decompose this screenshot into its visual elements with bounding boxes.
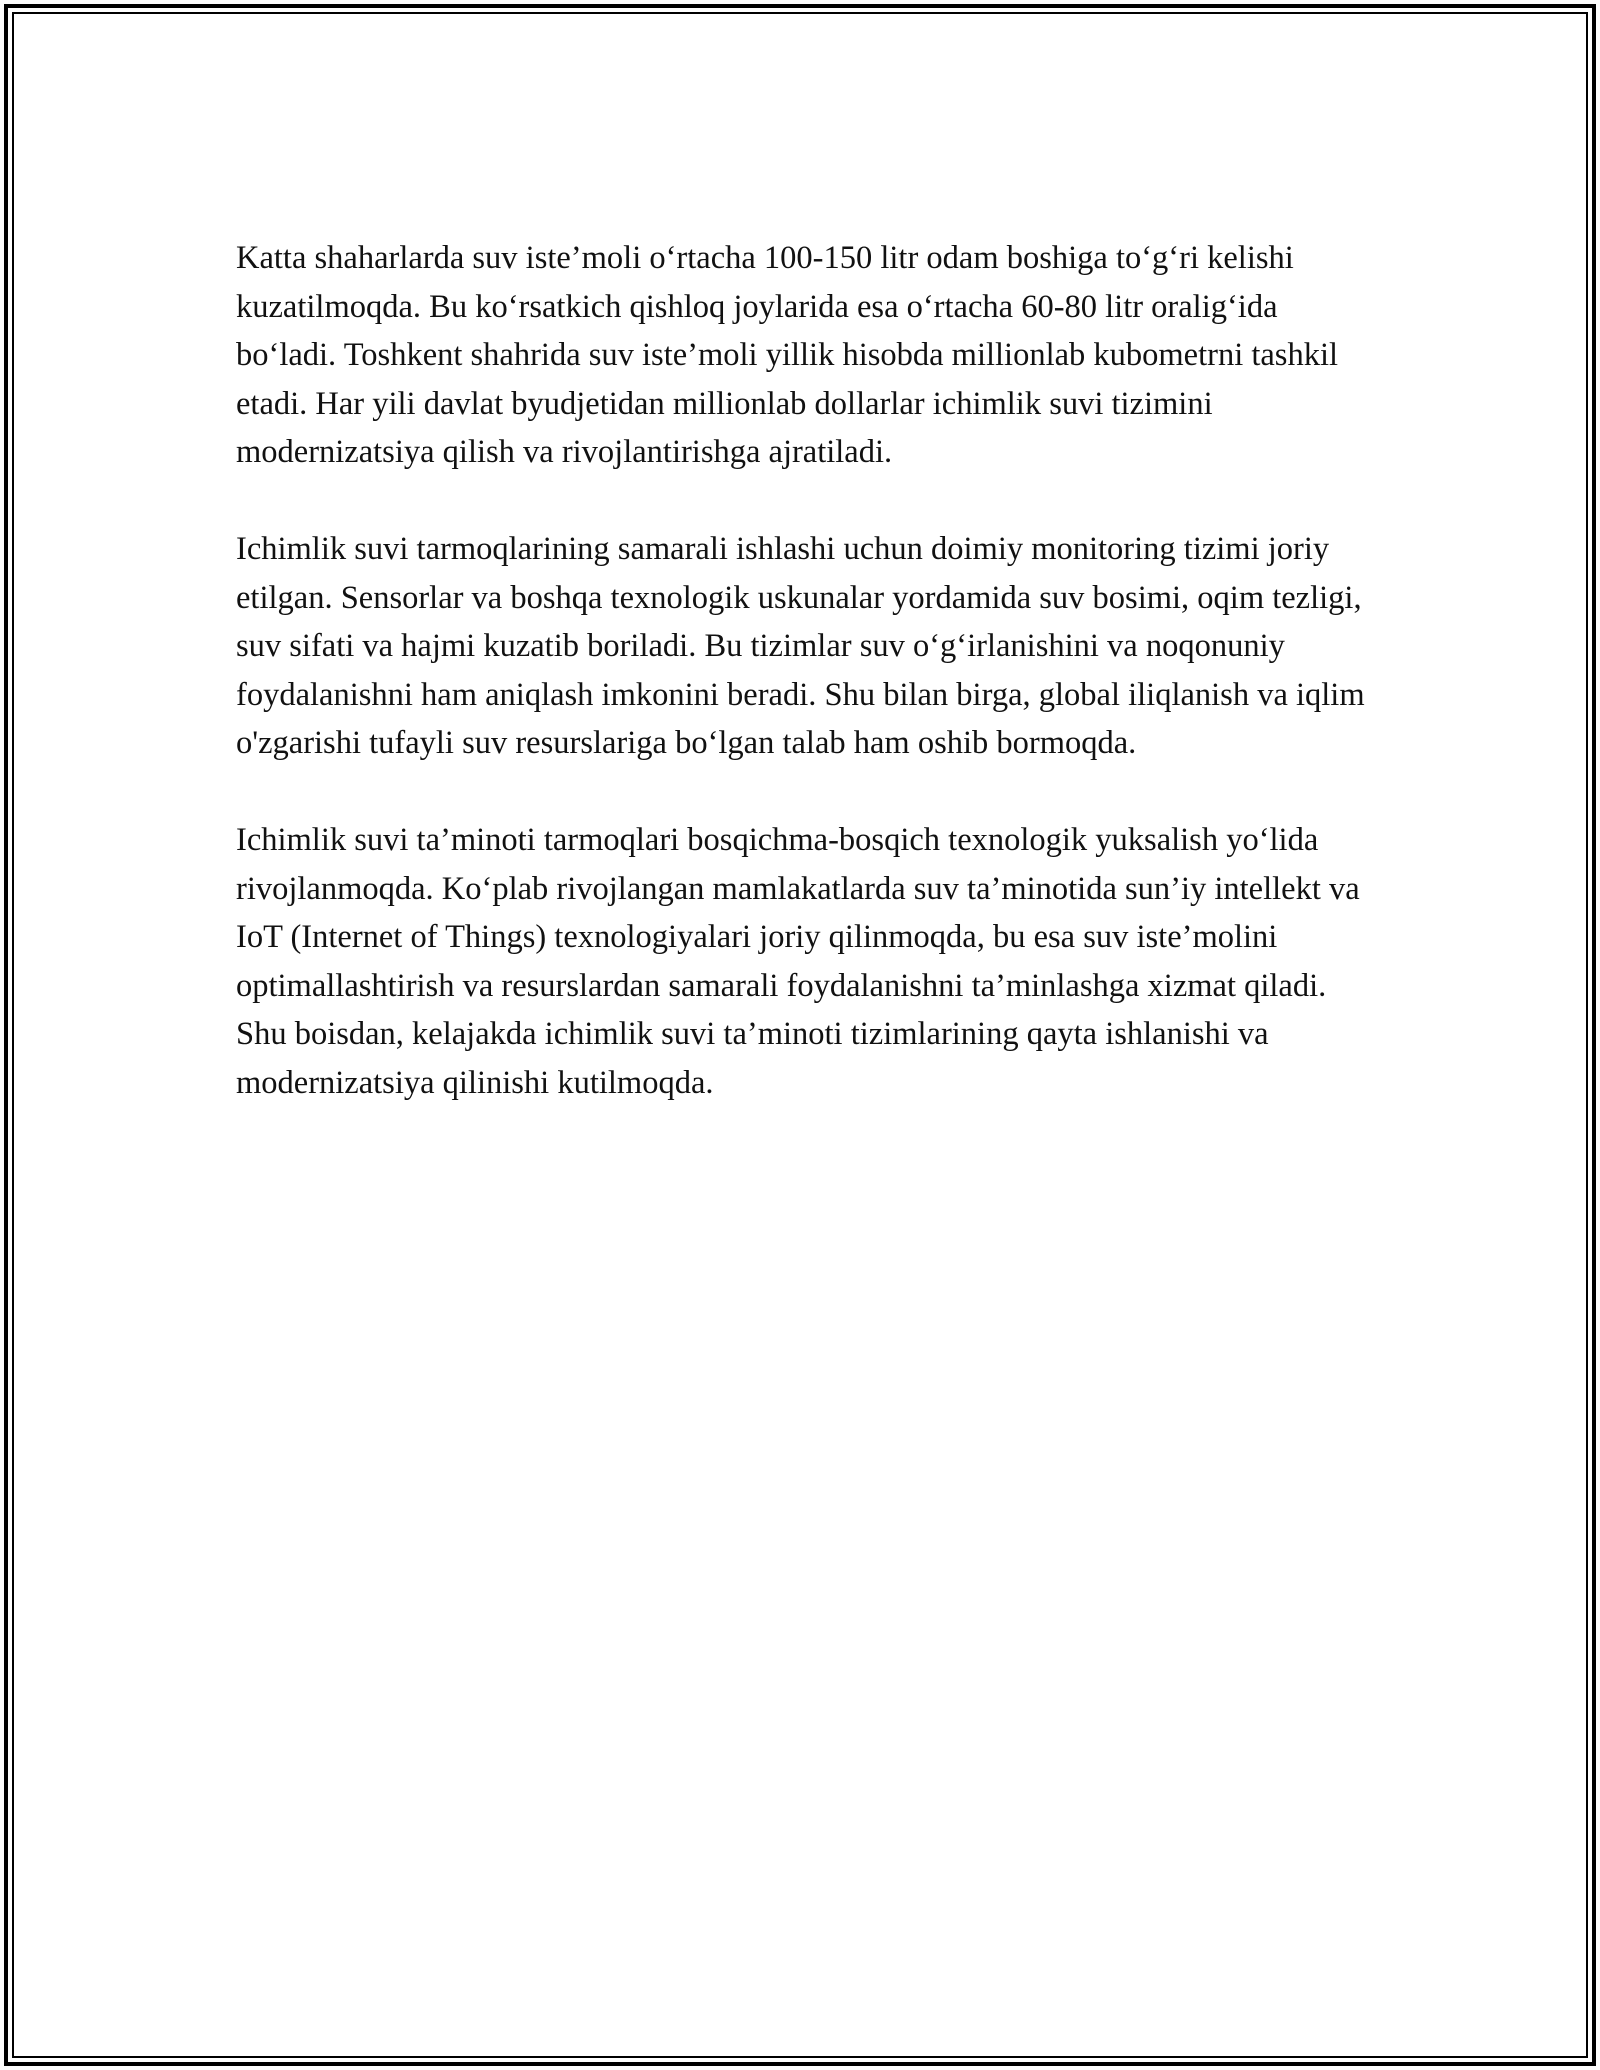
paragraph-3: Ichimlik suvi ta’minoti tarmoqlari bosqichma-bosqich texnologik yuksalish yo‘lida rivojlanmoqda. Ko‘plab rivojlangan mamlakatlarda suv ta’minotida sun’iy intellekt va IoT (Internet of Things) texnologiyalari joriy qilinmoqda, bu esa suv iste’molini optimallashtirish va resurslardan samarali foydalanishni ta’minlashga xizmat qiladi. Shu boisdan, kelajakda ichimlik suvi ta’minoti tizimlarining qayta ishlanishi va modernizatsiya qilinishi kutilmoqda.: [236, 822, 1360, 1101]
paragraph-2: Ichimlik suvi tarmoqlarining samarali ishlashi uchun doimiy monitoring tizimi joriy etilgan. Sensorlar va boshqa texnologik uskunalar yordamida suv bosimi, oqim tezligi, suv sifati va hajmi kuzatib boriladi. Bu tizimlar suv o‘g‘irlanishini va noqonuniy foydalanishni ham aniqlash imkonini beradi. Shu bilan birga, global iliqlanish va iqlim o'zgarishi tufayli suv resurslariga bo‘lgan talab ham oshib bormoqda.: [236, 531, 1365, 761]
paragraph-1: Katta shaharlarda suv iste’moli o‘rtacha 100-150 litr odam boshiga to‘g‘ri kelishi kuzatilmoqda. Bu ko‘rsatkich qishloq joylarida esa o‘rtacha 60-80 litr oralig‘ida bo‘ladi. Toshkent shahrida suv iste’moli yillik hisobda millionlab kubometrni tashkil etadi. Har yili davlat byudjetidan millionlab dollarlar ichimlik suvi tizimini modernizatsiya qilish va rivojlantirishga ajratiladi.: [236, 240, 1339, 470]
document-body: [236, 234, 1376, 1156]
